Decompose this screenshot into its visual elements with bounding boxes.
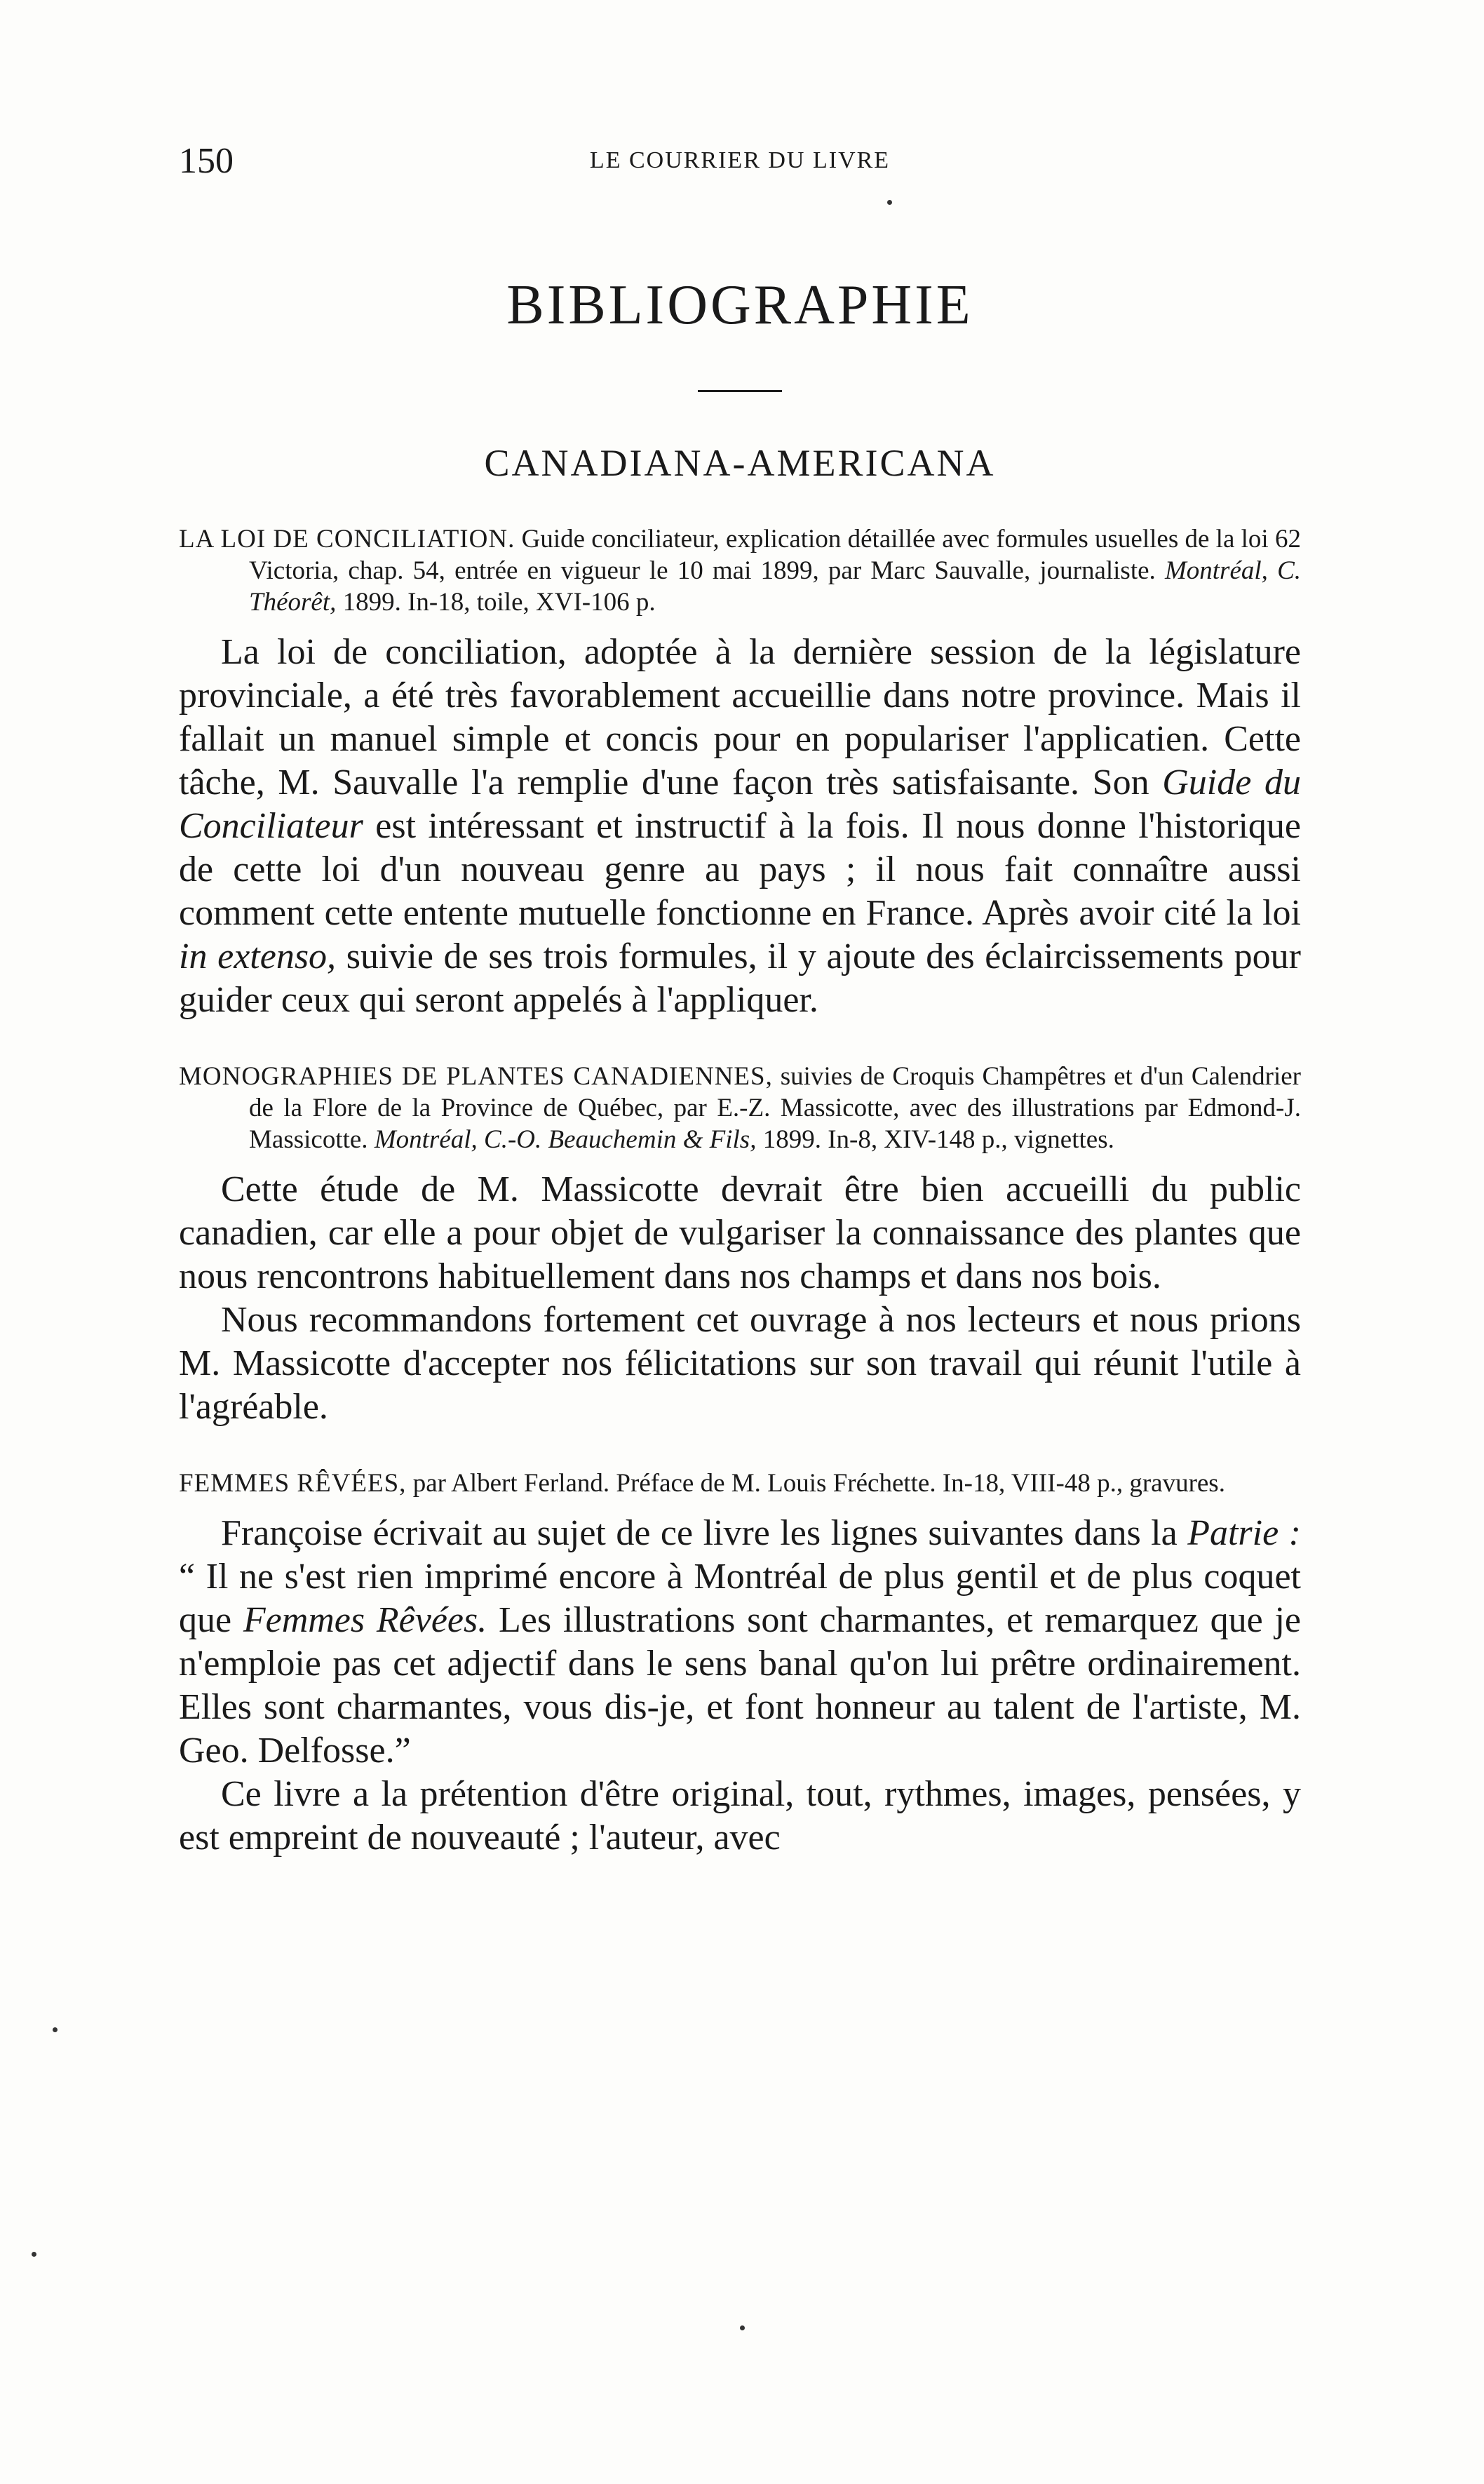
entry-title: FEMMES RÊVÉES,: [179, 1469, 407, 1498]
citation-text: Guide conciliateur, explication détaillée avec formules usuelles de la loi 62 Victoria, chap. 54, entrée en vigueur le 10 mai 1899, par Marc Sauvalle, journaliste.: [249, 525, 1301, 585]
subsection-title: CANADIANA-AMERICANA: [484, 442, 996, 484]
title-rule: [698, 390, 782, 392]
print-speck: [740, 2325, 745, 2330]
print-speck: [53, 2027, 58, 2032]
review-paragraph: [179, 631, 1301, 1022]
review-text: Ce livre a la prétention d'être original, tout, rythmes, images, pensées, y est empreint de nouveauté ; l'auteur, avec: [179, 1774, 1301, 1858]
review-text: Cette étude de M. Massicotte devrait être bien accueilli du public canadien, car elle a pour objet de vulgariser la connaissance des plantes que nous rencontrons habituellement dans nos champs et dans nos bois.: [179, 1169, 1301, 1296]
print-speck: [887, 200, 892, 205]
review-paragraph: [179, 1512, 1301, 1773]
entry-citation: [179, 1468, 1301, 1499]
review-text: Françoise écrivait au sujet de ce livre les lignes suivantes dans la: [221, 1513, 1188, 1553]
review-emphasis: Guide du Conciliateur: [179, 763, 1301, 846]
citation-text: suivies de Croquis Champêtres et d'un Calendrier de la Flore de la Province de Québec, par E.-Z. Massicotte, avec des illustrations par Edmond-J. Massicotte.: [249, 1062, 1301, 1154]
bibliography-entry: [179, 523, 1301, 1022]
review-emphasis: Femmes Rêvées.: [243, 1600, 487, 1640]
review-paragraph: [179, 1298, 1301, 1429]
review-text: suivie de ses trois formules, il y ajoute des éclaircissements pour guider ceux qui seront appelés à l'appliquer.: [179, 936, 1301, 1020]
entry-title: MONOGRAPHIES DE PLANTES CANADIENNES,: [179, 1062, 773, 1091]
citation-publisher: Montréal, C.-O. Beauchemin & Fils,: [374, 1125, 757, 1154]
review-text: est intéressant et instructif à la fois. Il nous donne l'historique de cette loi d'un nouveau genre au pays ; il nous fait connaître aussi comment cette entente mutuelle fonctionne en France. Après avoir cité la loi: [179, 806, 1301, 933]
entry-citation: [179, 523, 1301, 618]
print-speck: [32, 2252, 36, 2257]
citation-details: 1899. In-8, XIV-148 p., vignettes.: [756, 1125, 1114, 1154]
review-text: Nous recommandons fortement cet ouvrage à nos lecteurs et nous prions M. Massicotte d'accepter nos félicitations sur son travail qui réunit l'utile à l'agréable.: [179, 1300, 1301, 1427]
review-emphasis: Patrie :: [1187, 1513, 1301, 1553]
page-number: 150: [179, 141, 234, 181]
citation-details: 1899. In-18, toile, XVI-106 p.: [336, 588, 656, 617]
entry-citation: [179, 1061, 1301, 1155]
review-paragraph: [179, 1773, 1301, 1860]
section-title: BIBLIOGRAPHIE: [506, 274, 973, 336]
entry-title: LA LOI DE CONCILIATION.: [179, 525, 515, 553]
review-text: La loi de conciliation, adoptée à la dernière session de la législature provinciale, a été très favorablement accueillie dans notre province. Mais il fallait un manuel simple et concis pour en populariser l'applicatien. Cette tâche, M. Sauvalle l'a remplie d'une façon très satisfaisante. Son: [179, 632, 1301, 803]
citation-text: par Albert Ferland. Préface de M. Louis Fréchette. In-18, VIII-48 p., gravures.: [406, 1469, 1225, 1498]
citation-publisher: Montréal, C. Théorêt,: [249, 556, 1301, 617]
review-emphasis: in extenso,: [179, 936, 337, 976]
bibliography-entry: [179, 1468, 1301, 1860]
review-text: “ Il ne s'est rien imprimé encore à Montréal de plus gentil et de plus coquet que: [179, 1557, 1301, 1640]
review-paragraph: [179, 1168, 1301, 1298]
review-text: Les illustrations sont charmantes, et remarquez que je n'emploie pas cet adjectif dans le sens banal qu'on lui prêtre ordinairement. Elles sont charmantes, vous dis-je, et font honneur au talent de l'artiste, M. Geo. Delfosse.”: [179, 1600, 1301, 1771]
running-head: [179, 140, 1301, 196]
running-title: LE COURRIER DU LIVRE: [589, 147, 891, 173]
book-page: [179, 140, 1301, 1860]
bibliography-entry: [179, 1061, 1301, 1429]
